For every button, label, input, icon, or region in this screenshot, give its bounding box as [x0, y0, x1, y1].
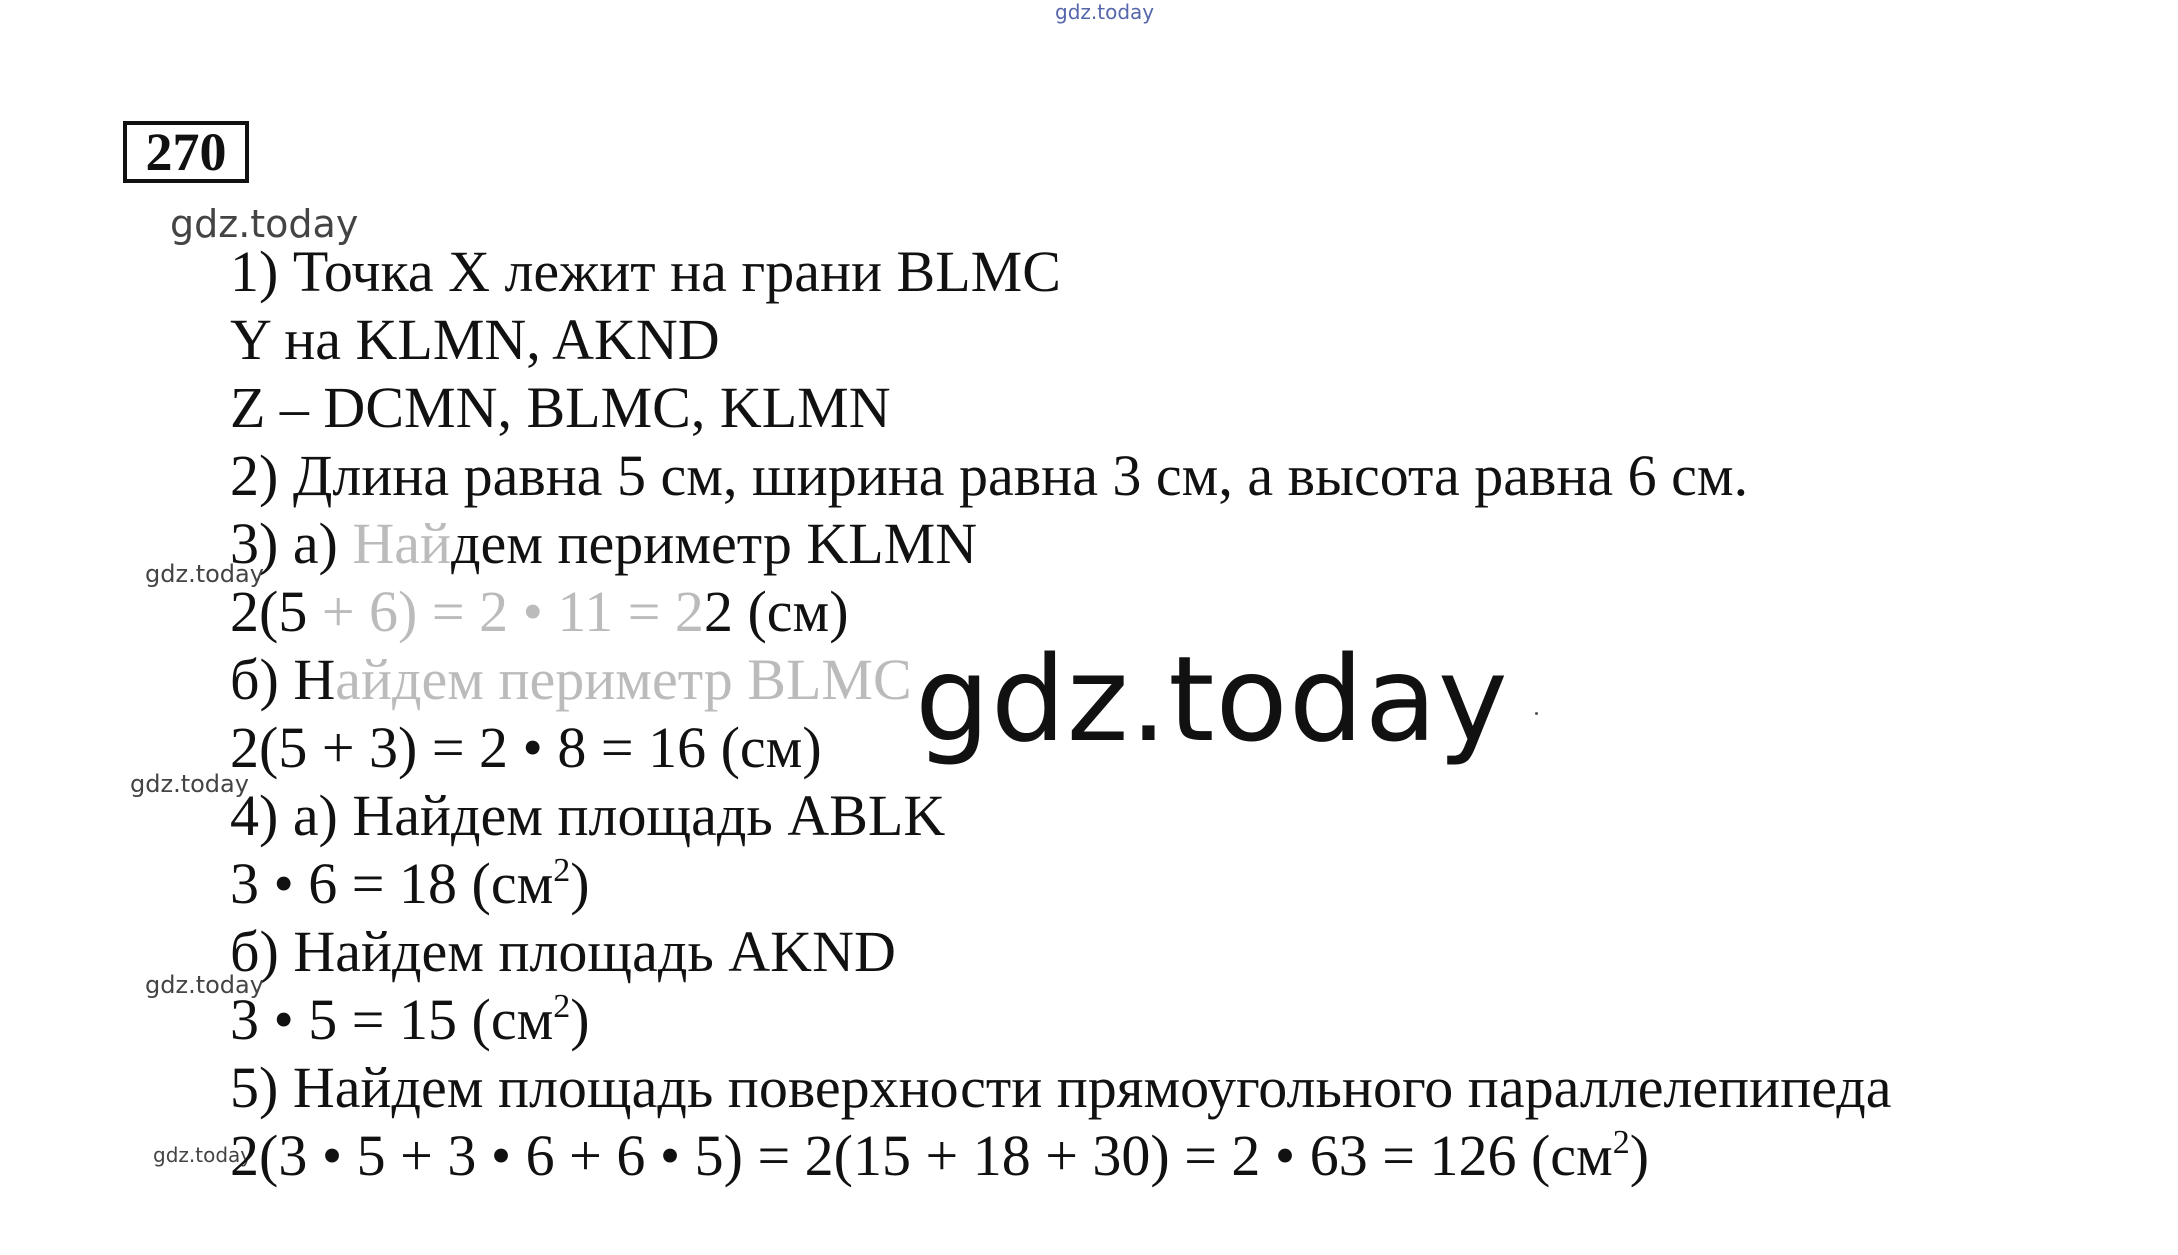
line-14-end: ): [1629, 1123, 1650, 1188]
task-number: 270: [145, 122, 227, 182]
solution-line-13: 5) Найдем площадь поверхности прямоугольного параллелепипеда: [230, 1055, 1892, 1120]
line-7-prefix: б) Н: [230, 647, 336, 712]
line-5-faded: Най: [352, 511, 452, 576]
watermark-top: gdz.today: [1055, 0, 1155, 24]
line-10-sup: 2: [553, 852, 571, 889]
line-5-rest: дем периметр KLMN: [451, 511, 978, 576]
solution-line-14: [230, 1123, 1650, 1188]
line-5-prefix: 3) а): [230, 511, 353, 576]
watermark-b: gdz.today: [145, 560, 264, 588]
line-12-end: ): [570, 987, 590, 1052]
line-6-rest: 2 (см): [703, 579, 849, 644]
line-12-sup: 2: [553, 988, 571, 1025]
line-14-sup: 2: [1612, 1124, 1630, 1161]
line-6-prefix: 2(5: [230, 579, 322, 644]
solution-line-12: [230, 987, 590, 1052]
solution-line-5: [230, 511, 978, 576]
watermark-a: gdz.today: [170, 202, 359, 246]
solution-line-10: [230, 851, 590, 916]
solution-line-9: 4) а) Найдем площадь ABLK: [230, 783, 946, 848]
stray-dot: [1535, 712, 1538, 715]
watermark-c: gdz.today: [130, 770, 249, 798]
solution-line-4: 2) Длина равна 5 см, ширина равна 3 см, а высота равна 6 см.: [230, 443, 1749, 508]
line-7-faded: айдем периметр BLMC: [335, 647, 912, 712]
solution-line-6: [230, 579, 849, 644]
line-10-end: ): [570, 851, 590, 916]
line-6-faded: + 6) = 2 • 11 = 2: [321, 579, 704, 644]
line-14-main: 2(3 • 5 + 3 • 6 + 6 • 5) = 2(15 + 18 + 30) = 2 • 63 = 126 (см: [230, 1123, 1613, 1188]
line-12-main: 3 • 5 = 15 (см: [230, 987, 554, 1052]
solution-line-1: 1) Точка X лежит на грани BLMC: [230, 239, 1061, 304]
line-10-main: 3 • 6 = 18 (см: [230, 851, 554, 916]
task-number-box: [123, 121, 249, 183]
watermark-d: gdz.today: [145, 971, 264, 999]
solution-line-8: 2(5 + 3) = 2 • 8 = 16 (см): [230, 715, 822, 780]
solution-line-3: Z – DCMN, BLMC, KLMN: [230, 375, 891, 440]
solution-line-7: [230, 647, 912, 712]
solution-line-11: б) Найдем площадь AKND: [230, 919, 896, 984]
watermark-big: gdz.today: [915, 630, 1509, 768]
solution-line-2: Y на KLMN, AKND: [230, 307, 720, 372]
watermark-e: gdz.today: [153, 1143, 253, 1167]
